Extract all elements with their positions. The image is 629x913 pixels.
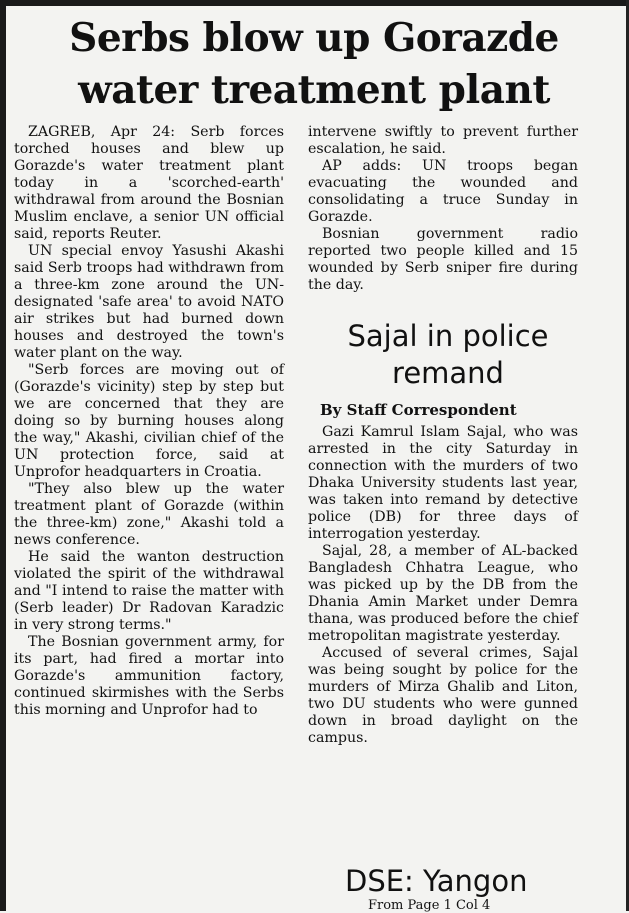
right-column-continuation [308,124,578,294]
article-paragraph: intervene swiftly to prevent further escalation, he said. [308,124,578,157]
article-paragraph: "Serb forces are moving out of (Gorazde's vicinity) step by step but we are concerned that they are doing so by burning houses along the way," Akashi, civilian chief of the UN protection force, said at Unprofor headquarters in Croatia. [14,362,284,480]
article-paragraph: He said the wanton destruction violated the spirit of the withdrawal and "I intend to raise the matter with (Serb leader) Dr Radovan Karadzic in very strong terms." [14,549,284,633]
article-paragraph: Accused of several crimes, Sajal was being sought by police for the murders of Mirza Ghalib and Liton, two DU students who were gunned down in broad daylight on the campus. [308,645,578,746]
article-paragraph: "They also blew up the water treatment plant of Gorazde (within the three-km) zone," Akashi told a news conference. [14,481,284,548]
main-headline: Serbs blow up Gorazde water treatment plant [69,15,559,113]
article-paragraph: Bosnian government radio reported two people killed and 15 wounded by Serb sniper fire during the day. [308,226,578,293]
left-column [14,124,284,719]
third-story-headline: DSE: Yangon [345,864,528,898]
article-paragraph: The Bosnian government army, for its part, had fired a mortar into Gorazde's ammunition factory, continued skirmishes with the Serbs this morning and Unprofor had to [14,634,284,718]
top-border [0,0,629,6]
second-story-headline: Sajal in police remand [347,319,549,390]
article-paragraph: UN special envoy Yasushi Akashi said Serb troops had withdrawn from a three-km zone around the UN-designated 'safe area' to avoid NATO air strikes but had burned down houses and destroyed the town's water plant on the way. [14,243,284,361]
jump-line: From Page 1 Col 4 [368,898,491,913]
byline: By Staff Correspondent [320,401,517,419]
article-paragraph: Gazi Kamrul Islam Sajal, who was arrested in the city Saturday in connection with the murders of two Dhaka University students last year, was taken into remand by detective police (DB) for three days of interrogation yesterday. [308,424,578,542]
article-paragraph: ZAGREB, Apr 24: Serb forces torched houses and blew up Gorazde's water treatment plant today in a 'scorched-earth' withdrawal from around the Bosnian Muslim enclave, a senior UN official said, reports Reuter. [14,124,284,242]
left-border [0,0,6,911]
second-story-body [308,424,578,747]
article-paragraph: AP adds: UN troops began evacuating the wounded and consolidating a truce Sunday in Gorazde. [308,158,578,225]
article-paragraph: Sajal, 28, a member of AL-backed Bangladesh Chhatra League, who was picked up by the DB from the Dhania Amin Market under Demra thana, was produced before the chief metropolitan magistrate yesterday. [308,543,578,644]
